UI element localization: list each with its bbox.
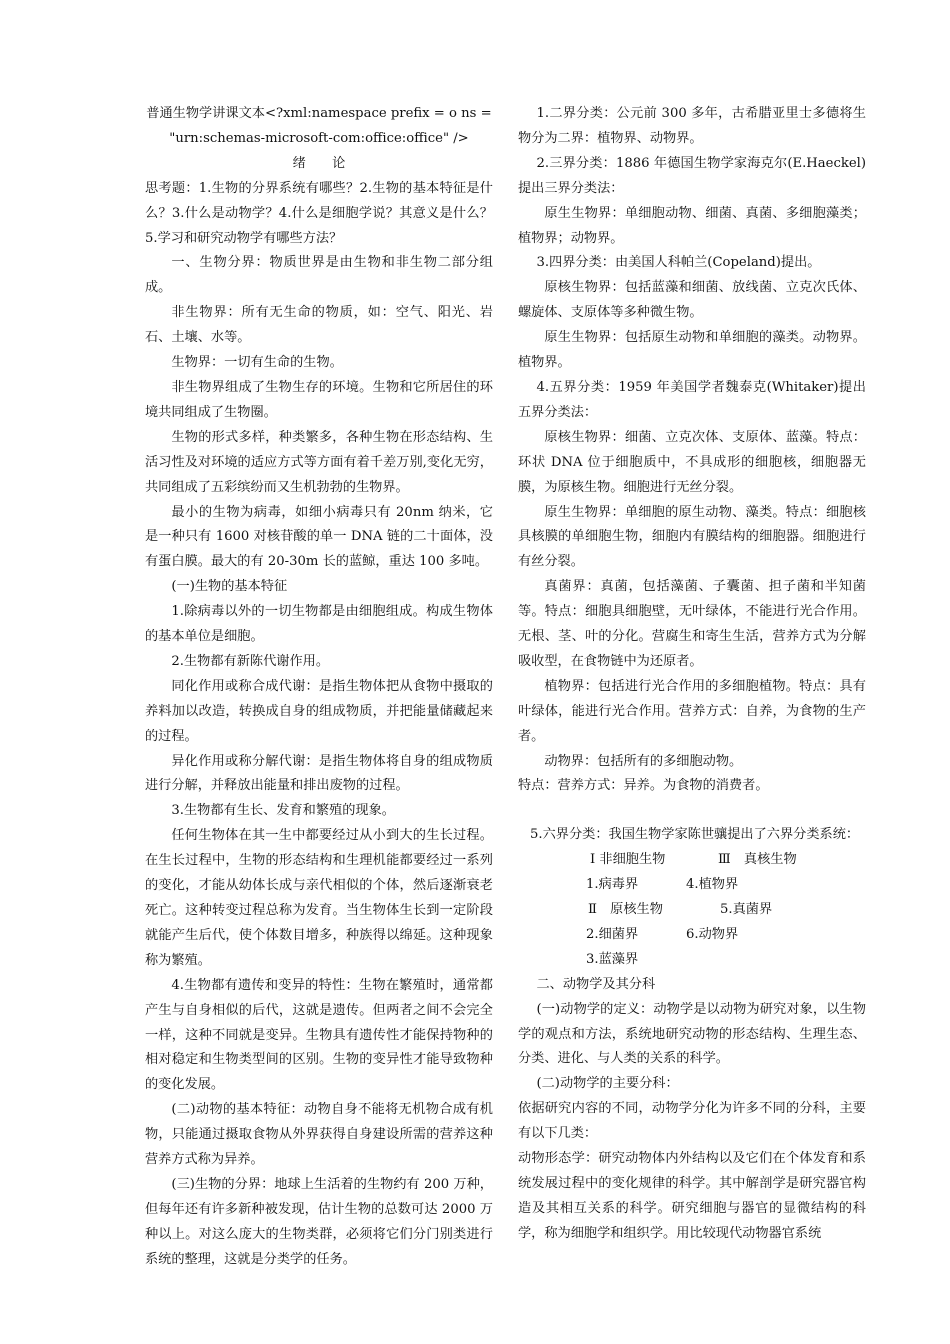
- paragraph: (三)生物的分界：地球上生活着的生物约有 200 万种，但每年还有许多新种被发现，估计生物的总数可达 2000 万种以上。对这么庞大的生物类群，必须将它们分门别类进行系统的整理，这就是分类学的任务。: [145, 1176, 493, 1267]
- subheading: (二)动物学的主要分科：: [536, 1076, 679, 1092]
- paragraph: 生物的形式多样，种类繁多，各种生物在形态结构、生活习性及对环境的适应方式等方面有着千差万别,变化无穷，共同组成了五彩缤纷而又生机勃勃的生物界。: [145, 429, 493, 495]
- paragraph: 4.五界分类：1959 年美国学者魏泰克(Whitaker)提出五界分类法：: [518, 379, 866, 420]
- paragraph: (二)动物的基本特征：动物自身不能将无机物合成有机物，只能通过摄取食物从外界获得自身建设所需的营养这种营养方式称为异养。: [145, 1102, 493, 1168]
- paragraph: 动物界：包括所有的多细胞动物。: [544, 753, 743, 769]
- paragraph: 1.二界分类：公元前 300 多年，古希腊亚里士多德将生物分为二界：植物界、动物界。: [518, 106, 866, 146]
- six-kingdom-cell: Ⅱ 原核生物: [588, 902, 663, 918]
- paragraph: 原生生物界：单细胞的原生动物、藻类。特点：细胞核具核膜的单细胞生物，细胞内有膜结构的细胞器。细胞进行有丝分裂。: [518, 504, 866, 570]
- paragraph: 异化作用或称分解代谢：是指生物体将自身的组成物质进行分解，并释放出能量和排出废物的过程。: [145, 753, 493, 794]
- paragraph: 任何生物体在其一生中都要经过从小到大的生长过程。在生长过程中，生物的形态结构和生理机能都要经过一系列的变化，才能从幼体长成与亲代相似的个体，然后逐渐衰老死亡。这种转变过程总称为发育。当生物体生长到一定阶段就能产生后代，使个体数目增多，种族得以绵延。这种现象称为繁殖。: [145, 828, 493, 968]
- paragraph: 生物界：一切有生命的生物。: [171, 355, 343, 371]
- section-heading: 绪 论: [292, 155, 346, 171]
- paragraph: (一)动物学的定义：动物学是以动物为研究对象，以生物学的观点和方法，系统地研究动物的形态结构、生理生态、分类、进化、与人类的关系的科学。: [518, 1001, 866, 1067]
- six-kingdom-cell: 6.动物界: [686, 926, 739, 942]
- paragraph: 非生物界组成了生物生存的环境。生物和它所居住的环境共同组成了生物圈。: [145, 379, 493, 420]
- paragraph: 3.生物都有生长、发育和繁殖的现象。: [171, 803, 395, 819]
- paragraph: 3.四界分类：由美国人科帕兰(Copeland)提出。: [536, 255, 821, 271]
- spacer: [518, 799, 866, 823]
- paragraph: 4.生物都有遗传和变异的特性：生物在繁殖时，通常都产生与自身相似的后代，这就是遗传。但两者之间不会完全一样，这种不同就是变异。生物具有遗传性才能保持物种的相对稳定和生物类型间的区别。生物的变异性才能导致物种的变化发展。: [145, 977, 493, 1093]
- six-kingdom-intro: 5.六界分类：我国生物学家陈世骧提出了六界分类系统：: [530, 827, 860, 843]
- six-kingdom-cell: Ⅰ 非细胞生物: [590, 852, 666, 868]
- paragraph: 2.生物都有新陈代谢作用。: [171, 653, 330, 669]
- six-kingdom-row: [518, 948, 866, 973]
- six-kingdom-cell: 5.真菌界: [720, 902, 773, 918]
- subheading: (一)生物的基本特征: [171, 579, 288, 595]
- six-kingdom-cell: 2.细菌界: [586, 926, 639, 942]
- right-column: [518, 102, 866, 1247]
- paragraph: 同化作用或称合成代谢：是指生物体把从食物中摄取的养料加以改造，转换成自身的组成物质，并把能量储藏起来的过程。: [145, 678, 493, 744]
- paragraph: 原生生物界：单细胞动物、细菌、真菌、多细胞藻类；植物界；动物界。: [518, 205, 866, 246]
- paragraph: 1.除病毒以外的一切生物都是由细胞组成。构成生物体的基本单位是细胞。: [145, 604, 493, 645]
- questions-paragraph: 思考题：1.生物的分界系统有哪些？2.生物的基本特征是什么？3.什么是动物学？4.什么是细胞学说？其意义是什么？5.学习和研究动物学有哪些方法？: [145, 180, 493, 246]
- document-title-line2: "urn:schemas-microsoft-com:office:office" />: [169, 130, 469, 146]
- six-kingdom-row: [518, 848, 866, 873]
- six-kingdom-row: [518, 923, 866, 948]
- paragraph: 依据研究内容的不同，动物学分化为许多不同的分科，主要有以下几类：: [518, 1101, 866, 1142]
- document-title-line1: 普通生物学讲课文本<?xml:namespace prefix = o ns =: [146, 106, 492, 121]
- six-kingdom-row: [518, 873, 866, 898]
- paragraph: 真菌界：真菌，包括藻菌、子囊菌、担子菌和半知菌等。特点：细胞具细胞壁，无叶绿体，不能进行光合作用。无根、茎、叶的分化。营腐生和寄生生活，营养方式为分解吸收型，在食物链中为还原者。: [518, 579, 866, 669]
- section-heading: 二、动物学及其分科: [536, 976, 656, 992]
- paragraph: 植物界：包括进行光合作用的多细胞植物。特点：具有叶绿体，能进行光合作用。营养方式：自养，为食物的生产者。: [518, 678, 866, 744]
- paragraph: 最小的生物为病毒，如细小病毒只有 20nm 纳米，它是一种只有 1600 对核苷酸的单一 DNA 链的二十面体，没有蛋白膜。最大的有 20-30m 长的蓝鲸，重达 100 多吨。: [145, 504, 493, 570]
- six-kingdom-cell: 4.植物界: [686, 877, 739, 893]
- paragraph: 原生生物界：包括原生动物和单细胞的藻类。动物界。植物界。: [518, 330, 866, 371]
- paragraph: 一、生物分界：物质世界是由生物和非生物二部分组成。: [145, 255, 493, 296]
- paragraph: 原核生物界：细菌、立克次体、支原体、蓝藻。特点：环状 DNA 位于细胞质中，不具成形的细胞核，细胞器无膜，为原核生物。细胞进行无丝分裂。: [518, 429, 866, 495]
- left-column: [145, 102, 493, 1273]
- paragraph: 原核生物界：包括蓝藻和细菌、放线菌、立克次氏体、螺旋体、支原体等多种微生物。: [518, 280, 866, 321]
- six-kingdom-cell: Ⅲ 真核生物: [718, 852, 797, 868]
- paragraph: 非生物界：所有无生命的物质，如：空气、阳光、岩石、土壤、水等。: [145, 305, 493, 346]
- six-kingdom-cell: 1.病毒界: [586, 877, 639, 893]
- six-kingdom-cell: 3.蓝藻界: [586, 951, 639, 967]
- six-kingdom-row: [518, 898, 866, 923]
- paragraph: 2.三界分类：1886 年德国生物学家海克尔(E.Haeckel)提出三界分类法：: [518, 155, 866, 196]
- paragraph: 动物形态学：研究动物体内外结构以及它们在个体发育和系统发展过程中的变化规律的科学。其中解剖学是研究器官构造及其相互关系的科学。研究细胞与器官的显微结构的科学，称为细胞学和组织学。用比较现代动物器官系统: [518, 1151, 866, 1241]
- paragraph: 特点：营养方式：异养。为食物的消费者。: [518, 778, 769, 794]
